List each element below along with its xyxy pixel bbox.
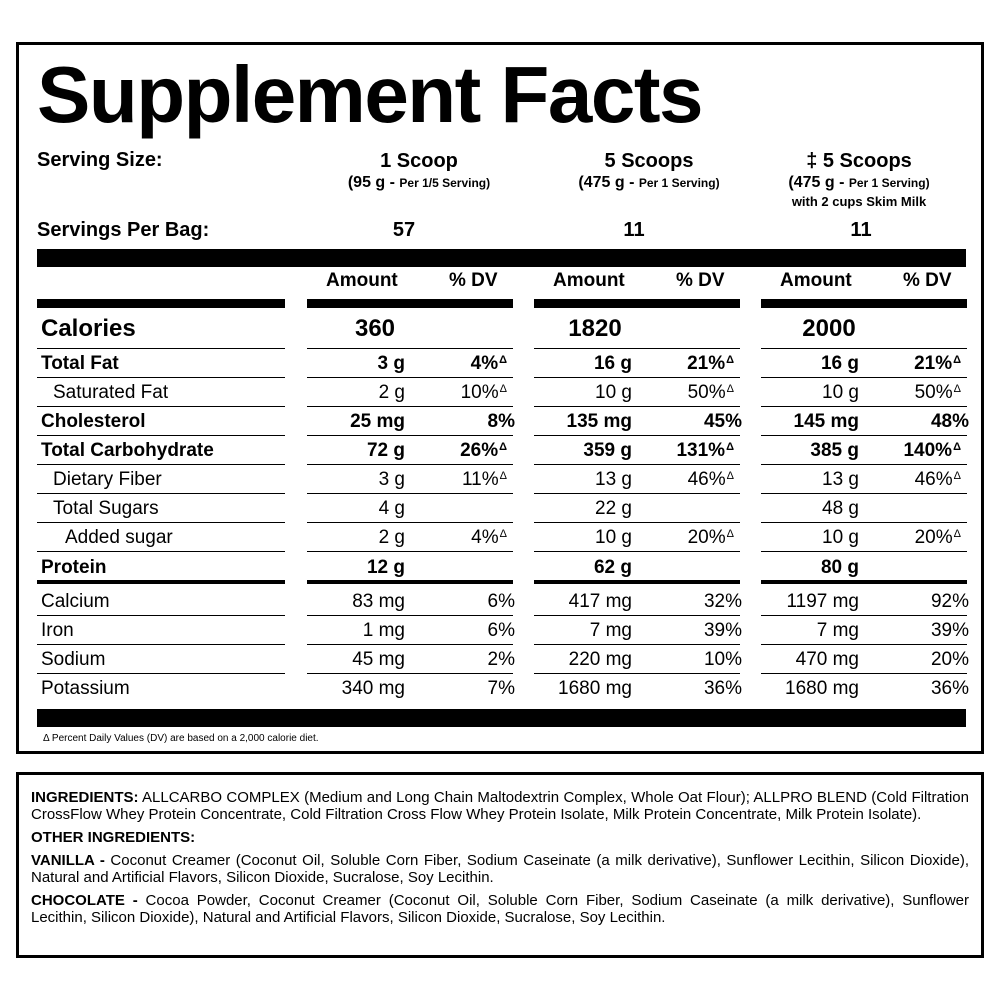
nutrient-dv [462, 469, 507, 493]
nutrient-amount: 3 g [377, 353, 405, 374]
dv-header-2: % DV [676, 270, 725, 291]
serving-size-label: Serving Size: [37, 149, 163, 171]
nutrient-amount: 145 mg [793, 411, 859, 432]
chocolate-text: Cocoa Powder, Coconut Creamer (Coconut Oil, Soluble Corn Fiber, Sodium Caseinate (a milk derivative), Sunflower Lecithin, Silicon Dioxide), Natural and Artificial Flavors, Silicon Dioxide, Sucralose, Soy Lecithin. [31, 892, 969, 926]
nutrient-dv-value: 36% [930, 678, 969, 699]
dv-header-3: % DV [903, 270, 952, 291]
ingredients-panel [16, 772, 984, 958]
nutrient-amount: 7 mg [589, 620, 632, 641]
serving-size-2: 5 Scoops [604, 150, 694, 172]
supplement-facts-panel [16, 42, 984, 754]
nutrient-name: Total Carbohydrate [41, 440, 214, 461]
nutrient-dv-value: 20% [687, 527, 726, 548]
table-row [19, 523, 987, 552]
row-divider [37, 551, 285, 552]
nutrient-amount: 10 g [822, 382, 859, 403]
nutrient-dv [903, 440, 961, 464]
calories-value-2: 1820 [568, 315, 622, 342]
delta-icon: Δ [726, 528, 734, 540]
nutrient-name: Dietary Fiber [53, 469, 162, 490]
serving-per-3: Per 1 Serving) [848, 176, 930, 190]
nutrient-dv-value: 4% [471, 527, 499, 548]
nutrient-dv [931, 620, 969, 642]
nutrient-dv-value: 4% [470, 353, 499, 374]
nutrient-amount: 22 g [595, 498, 632, 519]
nutrient-amount: 48 g [822, 498, 859, 519]
nutrient-amount: 12 g [366, 557, 405, 578]
table-row [19, 553, 987, 582]
nutrient-dv-value: 10% [460, 382, 499, 403]
nutrient-dv [704, 411, 742, 433]
row-divider [307, 551, 513, 552]
serving-size-3: ‡ 5 Scoops [806, 150, 912, 172]
nutrient-dv [931, 678, 969, 700]
nutrient-name: Iron [41, 620, 74, 641]
nutrient-amount: 7 mg [816, 620, 859, 641]
nutrient-dv [931, 591, 969, 613]
nutrient-dv [687, 353, 734, 377]
nutrient-dv [676, 440, 734, 464]
table-row [19, 349, 987, 378]
nutrient-dv [488, 411, 515, 433]
nutrient-dv-value: 21% [914, 353, 953, 374]
ingredients-label: INGREDIENTS: [31, 789, 139, 806]
amount-header-1: Amount [326, 270, 398, 291]
nutrient-dv [704, 649, 742, 671]
delta-icon: Δ [726, 383, 734, 395]
serving-weight-1: (95 g - [347, 174, 395, 191]
chocolate-paragraph [31, 892, 969, 926]
serving-column-2 [534, 149, 764, 193]
amount-header-3: Amount [780, 270, 852, 291]
nutrient-dv [704, 620, 742, 642]
nutrient-amount: 83 mg [352, 591, 405, 612]
nutrient-dv [931, 649, 969, 671]
nutrient-dv-value: 26% [460, 440, 499, 461]
nutrient-dv [688, 469, 734, 493]
nutrient-dv [488, 620, 515, 642]
nutrient-amount: 16 g [593, 353, 632, 374]
nutrient-name: Sodium [41, 649, 106, 670]
nutrient-amount: 13 g [595, 469, 632, 490]
nutrient-dv [688, 382, 734, 406]
nutrient-dv [471, 527, 507, 551]
section-bar-label [37, 299, 285, 308]
nutrient-dv-value: 32% [703, 591, 742, 612]
nutrient-amount: 45 mg [352, 649, 405, 670]
delta-icon: Δ [726, 470, 734, 482]
nutrient-dv-value: 50% [687, 382, 726, 403]
calories-value-1: 360 [354, 315, 396, 342]
nutrient-name: Calcium [41, 591, 110, 612]
delta-icon: Δ [953, 441, 961, 453]
nutrient-amount: 3 g [378, 469, 405, 490]
nutrient-dv-value: 45% [703, 411, 742, 432]
nutrient-amount: 10 g [595, 382, 632, 403]
delta-icon: Δ [726, 354, 734, 366]
nutrient-amount: 1197 mg [786, 591, 859, 612]
nutrient-amount: 2 g [378, 382, 405, 403]
nutrient-dv-value: 46% [914, 469, 953, 490]
nutrient-amount: 385 g [810, 440, 859, 461]
nutrient-dv [704, 591, 742, 613]
nutrient-dv-value: 6% [487, 591, 515, 612]
calories-label: Calories [41, 315, 136, 342]
table-row [19, 494, 987, 523]
table-row [19, 436, 987, 465]
nutrient-dv [488, 649, 515, 671]
nutrient-dv-value: 20% [914, 527, 953, 548]
nutrient-dv-value: 92% [930, 591, 969, 612]
ingredients-text: ALLCARBO COMPLEX (Medium and Long Chain Maltodextrin Complex, Whole Oat Flour); ALLPRO BLEND (Cold Filtration CrossFlow Whey Protein Concentrate, Cold Filtration Cross Flow Whey Protein Isolate, Milk Protein Concentrate, Milk Protein Isolate). [31, 789, 969, 823]
nutrient-dv [915, 527, 961, 551]
nutrient-amount: 1680 mg [785, 678, 859, 699]
nutrient-amount: 4 g [378, 498, 405, 519]
nutrient-dv-value: 50% [914, 382, 953, 403]
nutrient-amount: 10 g [822, 527, 859, 548]
serving-per-2: Per 1 Serving) [638, 176, 720, 190]
table-row [19, 616, 987, 645]
delta-icon: Δ [726, 441, 734, 453]
serving-column-3 [749, 149, 969, 211]
nutrient-amount: 1680 mg [558, 678, 632, 699]
nutrient-amount: 10 g [595, 527, 632, 548]
nutrient-dv [471, 353, 507, 377]
nutrient-dv-value: 2% [487, 649, 515, 670]
serving-size-1: 1 Scoop [380, 150, 458, 172]
nutrient-name: Total Sugars [53, 498, 159, 519]
serving-weight-2: (475 g - [578, 174, 635, 191]
chocolate-label: CHOCOLATE - [31, 892, 138, 909]
panel-title: Supplement Facts [37, 50, 703, 139]
nutrient-dv-value: 6% [487, 620, 515, 641]
delta-icon: Δ [499, 354, 507, 366]
nutrient-amount: 80 g [820, 557, 859, 578]
servings-per-bag-2: 11 [623, 219, 645, 241]
nutrient-name: Saturated Fat [53, 382, 169, 403]
nutrient-dv-value: 131% [676, 440, 726, 461]
section-bar-col-2 [534, 299, 740, 308]
delta-icon: Δ [499, 470, 507, 482]
table-row [19, 587, 987, 616]
row-divider [534, 551, 740, 552]
nutrient-amount: 359 g [583, 440, 632, 461]
delta-icon: Δ [953, 528, 961, 540]
delta-icon: Δ [499, 383, 507, 395]
nutrient-amount: 25 mg [350, 411, 405, 432]
delta-icon: Δ [499, 528, 507, 540]
other-ingredients-label: OTHER INGREDIENTS: [31, 829, 196, 846]
nutrient-dv-value: 11% [462, 469, 499, 490]
delta-icon: Δ [953, 470, 961, 482]
row-divider [761, 580, 967, 584]
section-bar-col-3 [761, 299, 967, 308]
table-row [19, 674, 987, 703]
nutrient-dv-value: 8% [487, 411, 515, 432]
nutrient-dv-value: 39% [703, 620, 742, 641]
nutrient-amount: 16 g [820, 353, 859, 374]
nutrient-dv [460, 440, 507, 464]
table-row [19, 407, 987, 436]
nutrient-name: Added sugar [65, 527, 173, 548]
nutrient-amount: 470 mg [795, 649, 859, 670]
nutrient-dv [488, 591, 515, 613]
servings-per-bag-label: Servings Per Bag: [37, 219, 210, 241]
dv-footnote: Δ Percent Daily Values (DV) are based on a 2,000 calorie diet. [43, 733, 319, 744]
nutrient-dv [915, 469, 961, 493]
row-divider [37, 580, 285, 584]
nutrient-dv-value: 140% [903, 440, 953, 461]
nutrient-dv-value: 39% [930, 620, 969, 641]
servings-per-bag-1: 57 [392, 219, 416, 241]
serving-per-1: Per 1/5 Serving) [399, 176, 491, 190]
nutrient-amount: 340 mg [341, 678, 405, 699]
servings-per-bag-3: 11 [850, 219, 872, 241]
nutrient-amount: 13 g [822, 469, 859, 490]
nutrient-dv [914, 353, 961, 377]
nutrient-dv [488, 678, 515, 700]
nutrient-amount: 417 mg [568, 591, 632, 612]
delta-icon: Δ [953, 354, 961, 366]
nutrient-name: Total Fat [41, 353, 119, 374]
nutrient-dv [461, 382, 507, 406]
delta-icon: Δ [953, 383, 961, 395]
nutrient-dv-value: 48% [930, 411, 969, 432]
nutrient-amount: 135 mg [566, 411, 632, 432]
table-row [19, 465, 987, 494]
serving-column-1 [304, 149, 534, 193]
calories-value-3: 2000 [802, 315, 856, 342]
nutrient-dv-value: 21% [687, 353, 726, 374]
nutrient-name: Cholesterol [41, 411, 146, 432]
bottom-thick-bar [37, 709, 966, 727]
nutrient-dv-value: 10% [703, 649, 742, 670]
ingredients-paragraph [31, 789, 969, 823]
dv-header-1: % DV [449, 270, 498, 291]
vanilla-label: VANILLA - [31, 852, 105, 869]
nutrient-name: Protein [41, 557, 107, 578]
row-divider [307, 580, 513, 584]
nutrient-dv [915, 382, 961, 406]
nutrient-amount: 1 mg [362, 620, 405, 641]
top-thick-bar [37, 249, 966, 267]
row-divider [761, 551, 967, 552]
table-row [19, 378, 987, 407]
nutrient-dv [931, 411, 969, 433]
nutrient-dv-value: 46% [687, 469, 726, 490]
nutrient-dv-value: 36% [703, 678, 742, 699]
row-divider [534, 580, 740, 584]
nutrient-amount: 62 g [593, 557, 632, 578]
nutrient-dv [688, 527, 734, 551]
delta-icon: Δ [499, 441, 507, 453]
nutrient-amount: 2 g [378, 527, 405, 548]
table-row [19, 645, 987, 674]
nutrient-dv-value: 20% [930, 649, 969, 670]
nutrient-amount: 72 g [366, 440, 405, 461]
other-ingredients-heading [31, 829, 969, 846]
serving-extra-3: with 2 cups Skim Milk [791, 194, 927, 209]
vanilla-paragraph [31, 852, 969, 886]
nutrient-amount: 220 mg [568, 649, 632, 670]
section-bar-col-1 [307, 299, 513, 308]
nutrient-name: Potassium [41, 678, 130, 699]
amount-header-2: Amount [553, 270, 625, 291]
nutrient-dv [704, 678, 742, 700]
nutrient-dv-value: 7% [487, 678, 515, 699]
serving-weight-3: (475 g - [788, 174, 845, 191]
vanilla-text: Coconut Creamer (Coconut Oil, Soluble Corn Fiber, Sodium Caseinate (a milk derivative), Sunflower Lecithin, Silicon Dioxide), Natural and Artificial Flavors, Silicon Dioxide, Sucralose, Soy Lecithin. [31, 852, 969, 886]
